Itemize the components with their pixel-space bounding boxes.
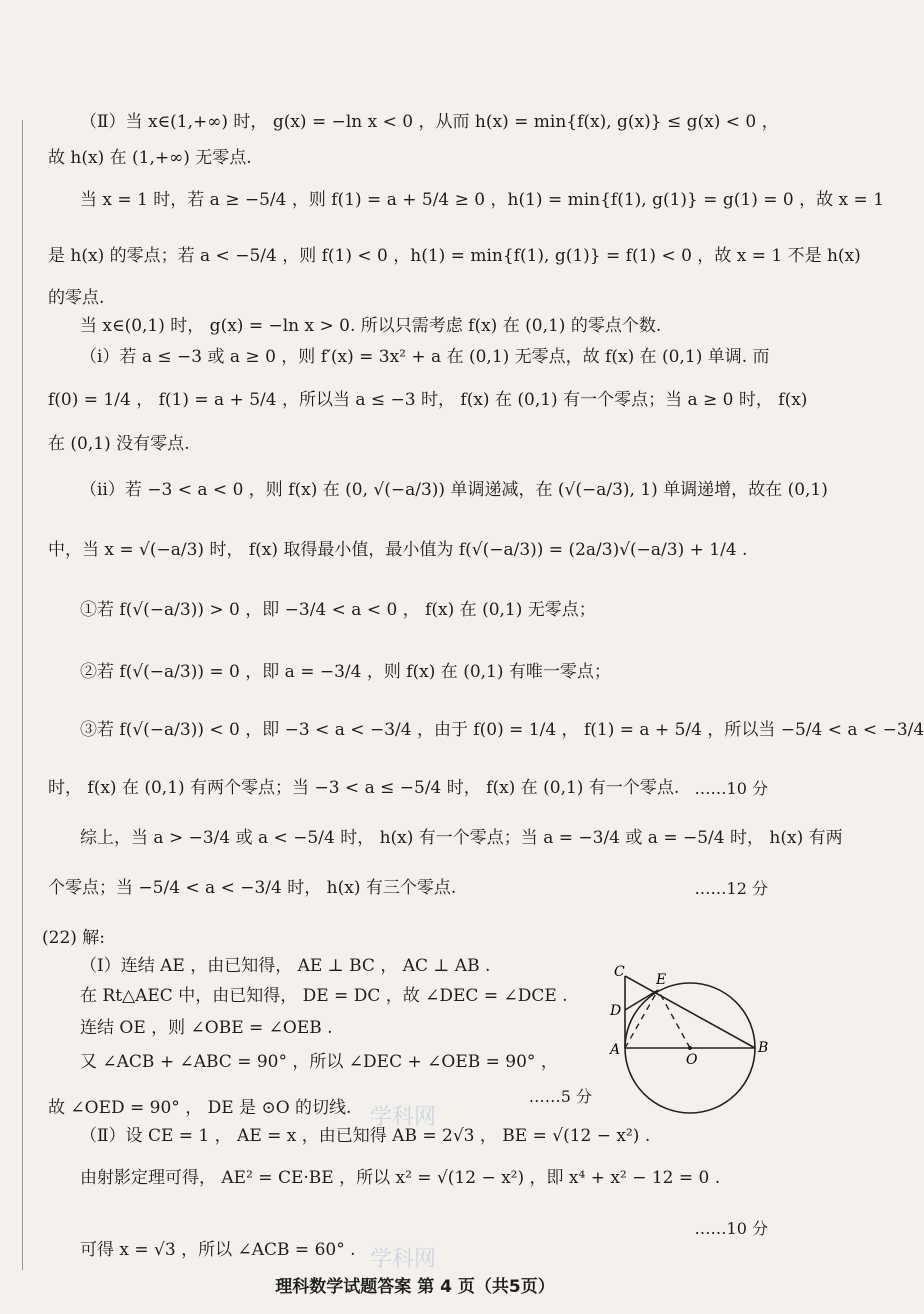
text-line: ①若 f(√(−a/3)) > 0 ，即 −3/4 < a < 0 ， f(x) 在 (0,1) 无零点； (80, 600, 596, 620)
text-line: 中，当 x = √(−a/3) 时， f(x) 取得最小值，最小值为 f(√(−a/3)) = (2a/3)√(−a/3) + 1/4 . (48, 540, 748, 560)
text-line: 故 h(x) 在 (1,+∞) 无零点. (48, 148, 252, 168)
text-line: 由射影定理可得， AE² = CE·BE ，所以 x² = √(12 − x²) ，即 x⁴ + x² − 12 = 0 . (80, 1168, 721, 1188)
label-e: E (656, 972, 667, 988)
text-line: 个零点；当 −5/4 < a < −3/4 时， h(x) 有三个零点. (48, 878, 457, 898)
text-line: 故 ∠OED = 90° ， DE 是 ⊙O 的切线. (48, 1098, 352, 1118)
question-header: (22) 解: (42, 928, 106, 948)
text-line: 是 h(x) 的零点；若 a < −5/4 ，则 f(1) < 0 ，h(1) = min{f(1), g(1)} = f(1) < 0 ，故 x = 1 不是 h(x) (48, 246, 861, 266)
text-line: 时， f(x) 在 (0,1) 有两个零点；当 −3 < a ≤ −5/4 时， f(x) 在 (0,1) 有一个零点. (48, 778, 680, 798)
geometry-figure (600, 958, 780, 1108)
text-line: 可得 x = √3 ，所以 ∠ACB = 60° . (80, 1240, 356, 1260)
segment-oe (658, 990, 690, 1048)
text-line: （Ⅰ）连结 AE ，由已知得， AE ⊥ BC ， AC ⊥ AB . (80, 956, 491, 976)
label-c: C (614, 964, 625, 980)
text-line: 又 ∠ACB + ∠ABC = 90° ，所以 ∠DEC + ∠OEB = 90° ， (80, 1052, 558, 1072)
text-line: 的零点. (48, 288, 105, 308)
score-mark: ……10 分 (694, 779, 768, 798)
label-a: A (610, 1042, 621, 1058)
score-mark: ……10 分 (694, 1219, 768, 1238)
text-line: （ⅰ）若 a ≤ −3 或 a ≥ 0 ，则 f′(x) = 3x² + a 在 (0,1) 无零点，故 f(x) 在 (0,1) 单调. 而 (80, 347, 770, 367)
score-mark: ……12 分 (694, 879, 768, 898)
margin-rule (22, 120, 23, 1270)
score-mark: ……5 分 (528, 1087, 592, 1106)
page-footer: 理科数学试题答案 第 4 页（共5页） (275, 1277, 555, 1297)
text-line: f(0) = 1/4 ， f(1) = a + 5/4 ，所以当 a ≤ −3 时， f(x) 在 (0,1) 有一个零点；当 a ≥ 0 时， f(x) (48, 390, 808, 410)
segment-ae (625, 990, 658, 1048)
text-line: （ⅱ）若 −3 < a < 0 ，则 f(x) 在 (0, √(−a/3)) 单调递减，在 (√(−a/3), 1) 单调递增，故在 (0,1) (80, 480, 828, 500)
segment-cb (625, 976, 755, 1048)
point-o (688, 1046, 692, 1050)
text-line: 当 x∈(0,1) 时， g(x) = −ln x > 0. 所以只需考虑 f(x) 在 (0,1) 的零点个数. (80, 316, 662, 336)
text-line: ②若 f(√(−a/3)) = 0 ，即 a = −3/4 ，则 f(x) 在 (0,1) 有唯一零点； (80, 662, 611, 682)
label-d: D (610, 1003, 622, 1019)
text-line: （Ⅱ）设 CE = 1 ， AE = x ，由已知得 AB = 2√3 ， BE = √(12 − x²) . (80, 1126, 651, 1146)
watermark: 学科网 (370, 1247, 437, 1272)
text-line: 在 (0,1) 没有零点. (48, 434, 190, 454)
label-b: B (758, 1040, 769, 1056)
text-line: 综上，当 a > −3/4 或 a < −5/4 时， h(x) 有一个零点；当 a = −3/4 或 a = −5/4 时， h(x) 有两 (80, 828, 843, 848)
text-line: ③若 f(√(−a/3)) < 0 ，即 −3 < a < −3/4 ，由于 f(0) = 1/4 ， f(1) = a + 5/4 ，所以当 −5/4 < a < −3/4 (80, 720, 924, 740)
label-o: O (686, 1052, 698, 1068)
watermark: 学科网 (370, 1105, 437, 1130)
text-line: （Ⅱ）当 x∈(1,+∞) 时， g(x) = −ln x < 0 ，从而 h(x) = min{f(x), g(x)} ≤ g(x) < 0 ， (80, 112, 779, 132)
text-line: 当 x = 1 时，若 a ≥ −5/4 ，则 f(1) = a + 5/4 ≥ 0 ，h(1) = min{f(1), g(1)} = g(1) = 0 ，故 x = 1 (80, 190, 885, 210)
text-line: 在 Rt△AEC 中，由已知得， DE = DC ，故 ∠DEC = ∠DCE . (80, 986, 568, 1006)
text-line: 连结 OE ，则 ∠OBE = ∠OEB . (80, 1018, 333, 1038)
